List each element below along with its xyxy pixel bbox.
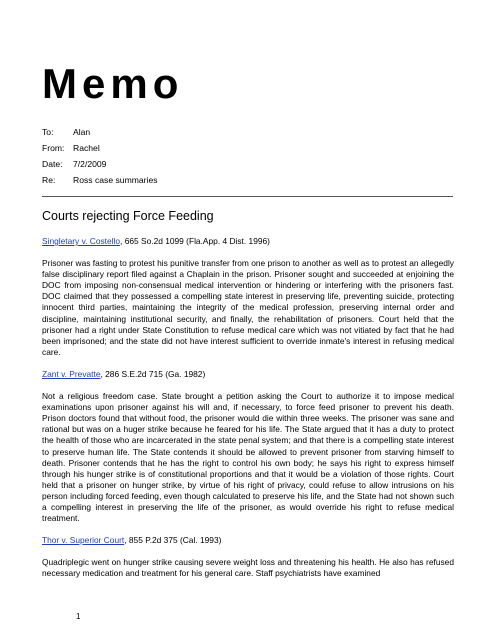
memo-title: Memo [42, 60, 184, 107]
memo-header [42, 124, 158, 188]
case-cite: , 286 S.E.2d 715 (Ga. 1982) [100, 368, 206, 379]
header-label: To: [42, 127, 54, 137]
header-label: Re: [42, 175, 56, 185]
header-row-re [42, 172, 158, 188]
memo-body [42, 236, 454, 590]
case-citation [42, 236, 454, 247]
header-value: Rachel [73, 143, 100, 153]
header-row-date [42, 156, 158, 172]
case-summary: Not a religious freedom case. State brought a petition asking the Court to authorize it to impose medical examinations upon prisoner against his will and, if necessary, to force feed prisoner to prevent his death. Prison doctors found that without food, the prisoner would die within three weeks. The prisoner was sane and rational but was on a huger strike because he feared for his life. The State argued that it has a duty to protect the health of those who are incarcerated in the state penal system; and that there is a compelling state interest to preserve human life. The State contends it should be allowed to prevent prisoner from starving himself to death. Prisoner contends that he has the right to control his own body; he says his right to express himself through his hunger strike is of constitutional proportions and that it would be a violation of those rights. Court held that a prisoner on hunger strike, by virtue of his right of privacy, could refuse to allow intrusions on his person including forced feeding, even though calculated to preserve his life, and the State had not shown such a compelling interest in preserving the life of the prisoner, as would override his right to refuse medical treatment. [42, 391, 454, 524]
header-label: From: [42, 143, 65, 153]
case-summary: Quadriplegic went on hunger strike causing severe weight loss and threatening his health. He also has refused necessary medication and treatment for his general care. Staff psychiatrists have examined [42, 557, 454, 579]
header-row-from [42, 140, 158, 156]
case-citation [42, 535, 454, 546]
case-link-zant[interactable]: Zant v. Prevatte [42, 368, 101, 379]
header-row-to [42, 124, 158, 140]
case-summary: Prisoner was fasting to protest his punitive transfer from one prison to another as well as to protest an allegedly false disciplinary report filed against a Chaplain in the prison. Prisoner sought and succeeded at enjoining the DOC from imposing non-consensual medical intervention or hindering or interfering with the prisoners fast. DOC claimed that they possessed a compelling state interest in preserving life, preventing suicide, protecting innocent third parties, maintaining the integrity of the medical profession, preserving internal order and discipline, maintaining institutional security, and finally, the rehabilitation of prisoners. Court held that the prisoner had a right under State Constitution to refuse medical care which was not vitiated by fact that he had been imprisoned; and the state did not have interest sufficient to override inmate's interest in refusing medical care. [42, 258, 454, 357]
header-label: Date: [42, 159, 63, 169]
header-value: Alan [73, 127, 91, 137]
header-divider [42, 196, 453, 197]
page-number: 1 [76, 612, 81, 621]
case-citation [42, 369, 454, 380]
case-link-thor[interactable]: Thor v. Superior Court [42, 535, 125, 546]
case-cite: , 665 So.2d 1099 (Fla.App. 4 Dist. 1996) [120, 236, 270, 246]
case-cite: , 855 P.2d 375 (Cal. 1993) [124, 535, 222, 546]
header-value: Ross case summaries [73, 175, 158, 185]
section-heading: Courts rejecting Force Feeding [42, 209, 214, 223]
header-value: 7/2/2009 [73, 159, 107, 169]
case-link-singletary[interactable]: Singletary v. Costello [42, 236, 121, 246]
